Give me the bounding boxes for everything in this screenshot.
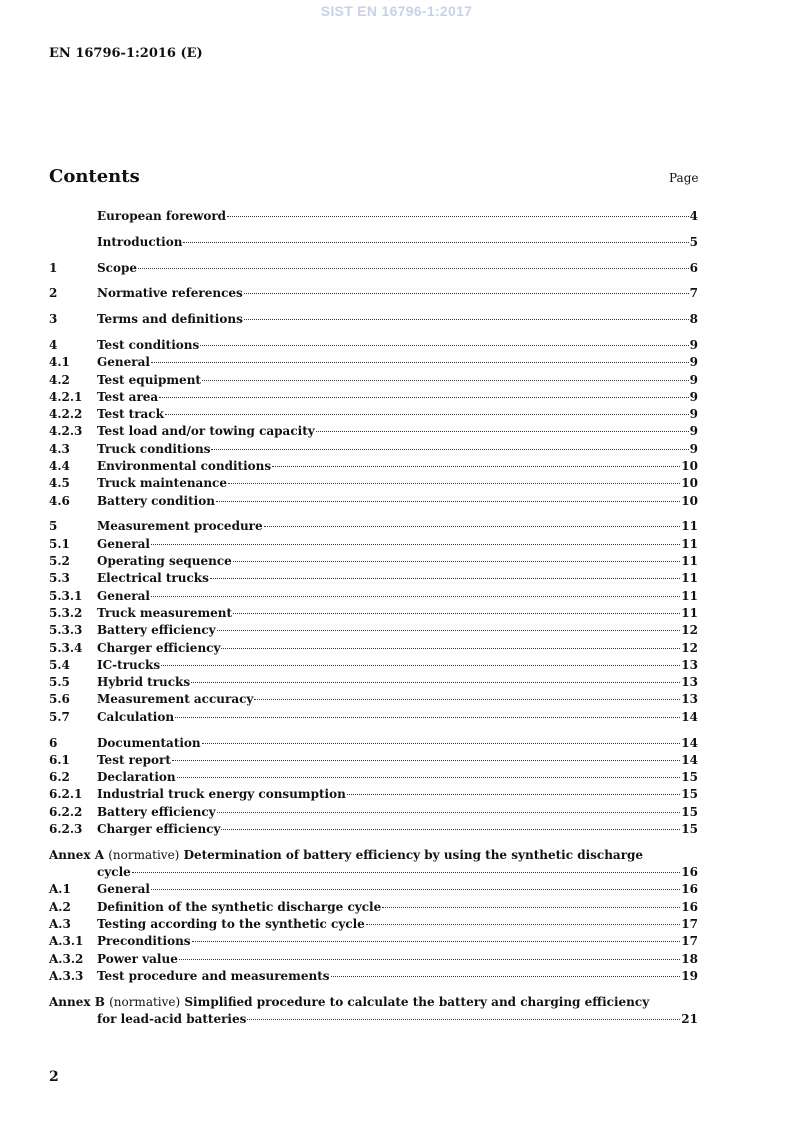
dot-leader bbox=[233, 561, 681, 562]
toc-entry[interactable] bbox=[49, 622, 698, 639]
toc-entry[interactable] bbox=[49, 769, 698, 786]
dot-leader bbox=[165, 414, 689, 415]
toc-entry-page: 16 bbox=[681, 899, 698, 914]
toc-entry-number: 2 bbox=[49, 286, 58, 301]
dot-leader bbox=[138, 268, 689, 269]
annex-a-heading bbox=[49, 847, 698, 864]
toc-entry-page: 9 bbox=[689, 407, 698, 422]
toc-entry-title: Truck maintenance bbox=[97, 476, 228, 491]
toc-entry-page: 14 bbox=[681, 735, 698, 750]
toc-entry-page: 10 bbox=[681, 493, 698, 508]
toc-entry-title: Test load and/or towing capacity bbox=[97, 424, 315, 439]
toc-entry-page: 18 bbox=[681, 951, 698, 966]
toc-entry-page: 13 bbox=[681, 692, 698, 707]
dot-leader bbox=[221, 829, 680, 830]
toc-entry[interactable] bbox=[49, 804, 698, 821]
toc-entry[interactable] bbox=[49, 752, 698, 769]
toc-entry-number: 5.3 bbox=[49, 571, 70, 586]
toc-entry-number: 5.3.3 bbox=[49, 623, 83, 638]
toc-entry-title: Test track bbox=[97, 407, 164, 422]
toc-entry-number: 5.2 bbox=[49, 554, 70, 569]
watermark: SIST EN 16796-1:2017 bbox=[320, 3, 473, 19]
toc-entry[interactable] bbox=[49, 605, 698, 622]
dot-leader bbox=[316, 431, 689, 432]
toc-entry-number: 4.6 bbox=[49, 493, 70, 508]
toc-entry[interactable] bbox=[49, 441, 698, 458]
toc-entry-number: 6.1 bbox=[49, 752, 70, 767]
toc-entry-number: 6.2.3 bbox=[49, 822, 83, 836]
annex-a-kind: (normative) bbox=[108, 847, 180, 862]
toc-entry-number: 5.7 bbox=[49, 709, 70, 724]
toc-entry-page: 10 bbox=[681, 476, 698, 491]
toc-entry-page: 13 bbox=[681, 675, 698, 690]
dot-leader bbox=[202, 380, 689, 381]
toc-entry-page: 17 bbox=[681, 934, 698, 949]
dot-leader bbox=[151, 596, 680, 597]
dot-leader bbox=[217, 812, 681, 813]
toc-entry-page: 9 bbox=[689, 441, 698, 456]
toc-entry-title: Charger efficiency bbox=[97, 640, 221, 655]
toc-entry-page: 13 bbox=[681, 657, 698, 672]
toc-entry[interactable] bbox=[49, 735, 698, 752]
toc-entry[interactable] bbox=[49, 458, 698, 475]
toc-entry[interactable] bbox=[49, 640, 698, 657]
toc-entry-page: 11 bbox=[681, 588, 698, 603]
dot-leader bbox=[382, 907, 680, 908]
dot-leader bbox=[227, 216, 689, 217]
toc-entry-title: Test procedure and measurements bbox=[97, 968, 330, 983]
toc-entry-title: Battery efficiency bbox=[97, 804, 216, 819]
toc-entry-page: 14 bbox=[681, 709, 698, 724]
toc-entry-number: 5.3.1 bbox=[49, 588, 83, 603]
toc-annex-a-entries bbox=[49, 881, 698, 985]
toc-entry-title: Operating sequence bbox=[97, 554, 232, 569]
toc-entry-page: 16 bbox=[681, 882, 698, 897]
footer-page-number: 2 bbox=[49, 1069, 59, 1085]
dot-leader bbox=[221, 648, 680, 649]
toc-entry-title: IC-trucks bbox=[97, 657, 161, 672]
toc-entry-number: 4.2.3 bbox=[49, 424, 83, 439]
toc-entry-number: 6.2 bbox=[49, 770, 70, 785]
dot-leader bbox=[200, 345, 688, 346]
dot-leader bbox=[366, 924, 680, 925]
toc-entry-title: Documentation bbox=[97, 735, 201, 750]
toc-entry-page: 11 bbox=[681, 571, 698, 586]
toc-entry[interactable] bbox=[49, 570, 698, 587]
toc-entry[interactable] bbox=[49, 968, 698, 985]
toc-entry[interactable] bbox=[49, 588, 698, 605]
toc-entry-page: 7 bbox=[689, 286, 698, 301]
toc-entry[interactable] bbox=[49, 337, 698, 354]
toc-entry[interactable] bbox=[49, 260, 698, 277]
annex-b-title-continuation bbox=[49, 1011, 698, 1028]
toc-entry[interactable] bbox=[49, 234, 698, 251]
toc-entry-title: Measurement accuracy bbox=[97, 692, 254, 707]
annex-b-heading bbox=[49, 994, 698, 1011]
toc-entry-number: 6.2.2 bbox=[49, 804, 83, 819]
toc-entry-page: 9 bbox=[689, 372, 698, 387]
toc-entry-page: 12 bbox=[681, 640, 698, 655]
toc-entry-number: 4.5 bbox=[49, 476, 70, 491]
dot-leader bbox=[179, 959, 680, 960]
toc-entry-title: Environmental conditions bbox=[97, 459, 272, 474]
toc-entry-number: 4.2 bbox=[49, 372, 70, 387]
toc-entry-title: Declaration bbox=[97, 770, 176, 785]
toc-entry-page: 15 bbox=[681, 804, 698, 819]
toc-entry[interactable] bbox=[49, 354, 698, 371]
toc-entry[interactable] bbox=[49, 553, 698, 570]
toc-entry-number: 5.4 bbox=[49, 657, 70, 672]
dot-leader bbox=[331, 976, 681, 977]
toc-entry-title: Measurement procedure bbox=[97, 519, 263, 534]
toc-entry-number: A.3.2 bbox=[49, 951, 84, 966]
toc-entry-page: 12 bbox=[681, 623, 698, 638]
toc-entry-number: 5.5 bbox=[49, 675, 70, 690]
toc-entry-page: 17 bbox=[681, 916, 698, 931]
toc-entry-page: 9 bbox=[689, 355, 698, 370]
toc-entry-page: 11 bbox=[681, 519, 698, 534]
toc-entry[interactable] bbox=[49, 933, 698, 950]
toc-annex-b[interactable] bbox=[49, 994, 698, 1029]
toc-entry-title: European foreword bbox=[97, 209, 227, 223]
toc-entry-page: 11 bbox=[681, 605, 698, 620]
toc-entry-number: 5 bbox=[49, 519, 58, 534]
toc-entry[interactable] bbox=[49, 311, 698, 328]
dot-leader bbox=[151, 889, 680, 890]
dot-leader bbox=[151, 544, 680, 545]
toc-entry[interactable] bbox=[49, 493, 698, 510]
dot-leader bbox=[210, 578, 680, 579]
toc-entry-number: 5.1 bbox=[49, 536, 70, 551]
annex-a-label: Annex A bbox=[49, 847, 105, 862]
toc-entry-number: 4 bbox=[49, 337, 58, 352]
toc-entry-title: Truck conditions bbox=[97, 441, 211, 456]
toc-entry-title: Terms and definitions bbox=[97, 312, 243, 327]
toc-entry[interactable] bbox=[49, 389, 698, 406]
toc-entry-page: 11 bbox=[681, 536, 698, 551]
dot-leader bbox=[244, 293, 689, 294]
toc-entry[interactable] bbox=[49, 881, 698, 898]
toc-entry-number: A.3 bbox=[49, 916, 71, 931]
dot-leader bbox=[247, 1019, 680, 1020]
dot-leader bbox=[233, 613, 680, 614]
toc-entry-number: 6.2.1 bbox=[49, 787, 83, 802]
toc-entry-page: 6 bbox=[689, 260, 698, 275]
toc-entry-page: 5 bbox=[689, 234, 698, 249]
dot-leader bbox=[151, 362, 689, 363]
toc-entry[interactable] bbox=[49, 285, 698, 302]
dot-leader bbox=[192, 941, 681, 942]
annex-a-page: 16 bbox=[681, 865, 698, 880]
page-title: Contents bbox=[49, 166, 140, 187]
toc-entry-number: 4.2.2 bbox=[49, 407, 83, 422]
toc-entry[interactable] bbox=[49, 691, 698, 708]
page-column-label: Page bbox=[669, 171, 699, 185]
toc-entry-title: Test conditions bbox=[97, 337, 200, 352]
toc-entry-title: Test report bbox=[97, 752, 171, 767]
toc-entry-number: A.3.3 bbox=[49, 968, 84, 983]
toc-entry-title: Preconditions bbox=[97, 934, 191, 949]
annex-a-title-continuation bbox=[49, 864, 698, 881]
annex-b-kind: (normative) bbox=[109, 994, 181, 1009]
toc-entry-page: 8 bbox=[689, 312, 698, 327]
toc-entry-page: 19 bbox=[681, 968, 698, 983]
toc-entry-page: 11 bbox=[681, 554, 698, 569]
toc-entry[interactable] bbox=[49, 709, 698, 726]
toc-entry[interactable] bbox=[49, 951, 698, 968]
dot-leader bbox=[191, 682, 680, 683]
toc-entry[interactable] bbox=[49, 786, 698, 803]
toc-entry-number: 4.3 bbox=[49, 441, 70, 456]
toc-entry[interactable] bbox=[49, 899, 698, 916]
dot-leader bbox=[132, 872, 681, 873]
toc-entry-page: 14 bbox=[681, 752, 698, 767]
dot-leader bbox=[183, 242, 688, 243]
toc-entry-number: 4.2.1 bbox=[49, 389, 83, 404]
toc-entry-number: 5.3.2 bbox=[49, 605, 83, 620]
toc-entry-title: Power value bbox=[97, 951, 178, 966]
toc-entry[interactable] bbox=[49, 916, 698, 933]
annex-a-title-line2: cycle bbox=[97, 865, 131, 880]
document-id: EN 16796-1:2016 (E) bbox=[49, 46, 203, 61]
toc-entry-number: 6 bbox=[49, 735, 58, 750]
toc-entry-title: Electrical trucks bbox=[97, 571, 209, 586]
toc-entry-title: General bbox=[97, 355, 150, 370]
toc-entry[interactable] bbox=[49, 657, 698, 674]
toc-entry-page: 9 bbox=[689, 337, 698, 352]
dot-leader bbox=[347, 794, 680, 795]
dot-leader bbox=[159, 397, 688, 398]
toc-annex-a[interactable] bbox=[49, 847, 698, 882]
toc-entry-number: 1 bbox=[49, 260, 58, 275]
toc-entry-page: 10 bbox=[681, 459, 698, 474]
toc-entry[interactable] bbox=[49, 821, 698, 838]
toc-entry-title: Battery efficiency bbox=[97, 623, 216, 638]
toc-entry-title: Testing according to the synthetic cycle bbox=[97, 916, 365, 931]
toc-entry-page: 15 bbox=[681, 787, 698, 802]
toc-entry-page: 4 bbox=[689, 209, 698, 223]
toc-main-entries bbox=[49, 208, 698, 838]
dot-leader bbox=[175, 717, 680, 718]
toc-entry-number: 4.4 bbox=[49, 459, 70, 474]
toc-entry-number: A.2 bbox=[49, 899, 71, 914]
dot-leader bbox=[217, 630, 681, 631]
toc-entry-title: Calculation bbox=[97, 709, 175, 724]
dot-leader bbox=[172, 760, 680, 761]
toc-entry[interactable] bbox=[49, 372, 698, 389]
toc-entry[interactable] bbox=[49, 475, 698, 492]
dot-leader bbox=[244, 319, 689, 320]
toc-entry-title: Definition of the synthetic discharge cycle bbox=[97, 899, 382, 914]
toc-entry-number: A.3.1 bbox=[49, 934, 84, 949]
annex-b-page: 21 bbox=[681, 1011, 698, 1026]
toc-entry-title: Charger efficiency bbox=[97, 822, 221, 836]
toc-entry-title: Test equipment bbox=[97, 372, 201, 387]
toc-entry[interactable] bbox=[49, 423, 698, 440]
table-of-contents bbox=[49, 208, 698, 1028]
dot-leader bbox=[177, 777, 681, 778]
dot-leader bbox=[202, 743, 681, 744]
toc-entry-title: Normative references bbox=[97, 286, 243, 301]
toc-entry-number: 3 bbox=[49, 312, 58, 327]
toc-entry-title: General bbox=[97, 882, 150, 897]
toc-entry-title: Hybrid trucks bbox=[97, 675, 191, 690]
toc-entry-number: A.1 bbox=[49, 882, 71, 897]
toc-entry-title: General bbox=[97, 588, 150, 603]
toc-entry-title: Scope bbox=[97, 260, 138, 275]
toc-entry-page: 9 bbox=[689, 424, 698, 439]
toc-entry-title: Industrial truck energy consumption bbox=[97, 787, 346, 802]
dot-leader bbox=[216, 501, 680, 502]
dot-leader bbox=[272, 466, 680, 467]
toc-entry-title: Truck measurement bbox=[97, 605, 233, 620]
toc-entry-number: 5.6 bbox=[49, 692, 70, 707]
toc-entry-number: 4.1 bbox=[49, 355, 70, 370]
toc-entry[interactable] bbox=[49, 518, 698, 535]
dot-leader bbox=[228, 483, 680, 484]
toc-entry-title: Battery condition bbox=[97, 493, 215, 508]
toc-entry-title: General bbox=[97, 536, 150, 551]
dot-leader bbox=[254, 699, 680, 700]
toc-entry-title: Test area bbox=[97, 389, 159, 404]
toc-entry[interactable] bbox=[49, 536, 698, 553]
toc-entry-page: 15 bbox=[681, 770, 698, 785]
annex-a-title-line1: Determination of battery efficiency by using the synthetic discharge bbox=[183, 847, 644, 862]
toc-entry-page: 15 bbox=[681, 822, 698, 836]
toc-entry[interactable] bbox=[49, 674, 698, 691]
annex-b-label: Annex B bbox=[49, 994, 105, 1009]
annex-b-title-line2: for lead-acid batteries bbox=[97, 1011, 247, 1026]
toc-entry[interactable] bbox=[49, 406, 698, 423]
dot-leader bbox=[211, 449, 688, 450]
toc-entry[interactable] bbox=[49, 208, 698, 225]
annex-b-title-line1: Simplified procedure to calculate the battery and charging efficiency bbox=[184, 994, 650, 1009]
toc-entry-page: 9 bbox=[689, 389, 698, 404]
dot-leader bbox=[161, 665, 680, 666]
toc-entry-number: 5.3.4 bbox=[49, 640, 83, 655]
dot-leader bbox=[264, 526, 681, 527]
toc-entry-title: Introduction bbox=[97, 234, 183, 249]
